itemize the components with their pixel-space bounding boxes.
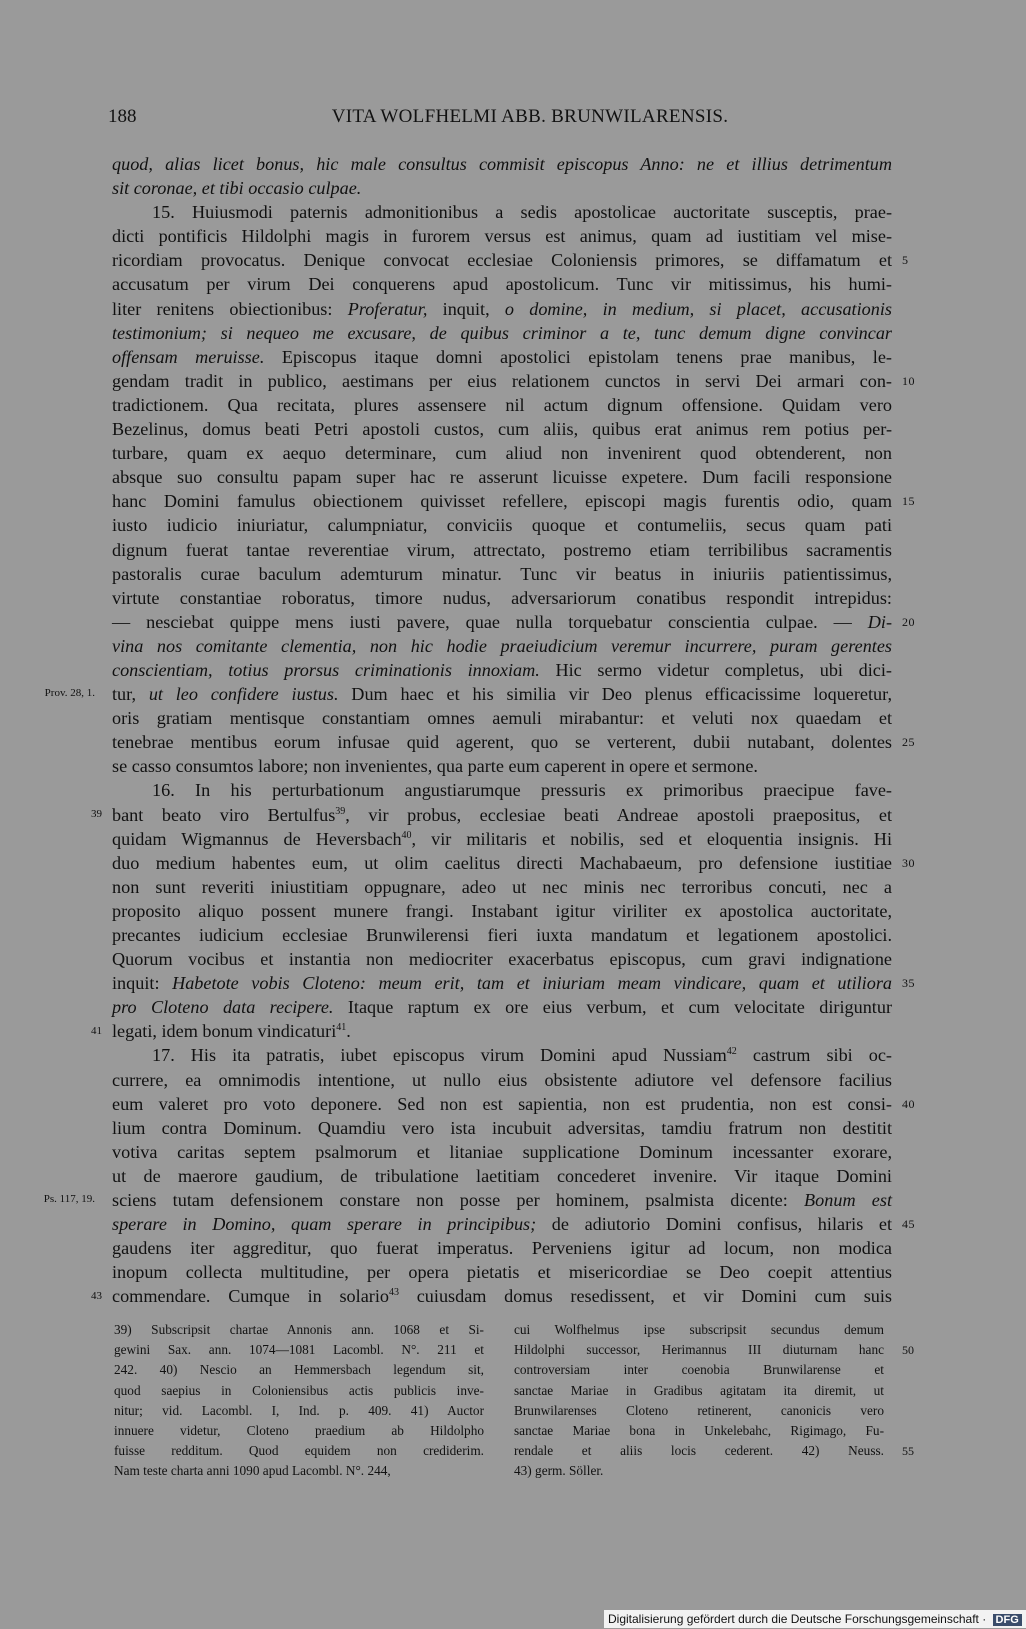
text-line (112, 827, 892, 851)
dfg-logo: DFG (993, 1614, 1022, 1626)
footnote-line: 242. 40) Nescio an Hemmersbach legendum sit, (114, 1362, 484, 1378)
text-line (112, 152, 892, 176)
footnote-reference: 43 (388, 1287, 399, 1299)
text-segment: bant beato viro Bertulfus (112, 804, 336, 825)
italic-text: pro Cloteno data recipere. (112, 997, 334, 1018)
text-segment: inquit: (112, 973, 173, 994)
text-line (112, 1260, 892, 1284)
text-line (112, 489, 892, 513)
footnote-line: gewini Sax. ann. 1074—1081 Lacombl. N°. 211 et (114, 1342, 484, 1358)
text-line (112, 538, 892, 562)
text-segment: tur, (112, 684, 149, 705)
italic-text: quod, alias licet bonus, hic male consultus commisit episcopus Anno: ne et illius detrimentum (112, 154, 892, 174)
footnote-line: Hildolphi successor, Herimannus III diuturnam hanc (514, 1342, 884, 1358)
footnote-line: innuere videtur, Cloteno praedium ab Hildolpho (114, 1422, 484, 1438)
footnote-reference: 40 (401, 829, 412, 841)
text-segment: 16. In his perturbationum angustiarumque pressuris ex primoribus praecipue fave- (152, 780, 892, 801)
text-segment: ut de maerore gaudium, de tribulatione laetitiam concederet invenire. Vir itaque Domini (112, 1165, 892, 1186)
footnote-line: sanctae Mariae in Gradibus agitatam ita diremit, ut (514, 1382, 884, 1398)
line-number: 30 (902, 855, 915, 870)
italic-text: sperare in Domino, quam sperare in principibus; (112, 1214, 537, 1235)
main-text (43, 152, 915, 1309)
line-number: 25 (902, 735, 915, 750)
text-line (112, 1212, 892, 1236)
text-line (112, 1188, 892, 1212)
text-line (112, 321, 892, 345)
text-line (112, 706, 892, 730)
text-line (112, 272, 892, 296)
text-segment: dignum fuerat tantae reverentiae virum, attrectato, postremo etiam terribilibus sacramentis (112, 539, 892, 560)
text-line (112, 995, 892, 1019)
text-segment: non sunt reveriti iniustitiam oppugnare, adeo ut nec minis nec terroribus concuti, nec a (112, 876, 892, 897)
footnote-reference: 41 (336, 1022, 347, 1034)
page-number: 188 (108, 106, 137, 127)
text-line (112, 176, 892, 200)
text-segment: currere, ea omnimodis intentione, ut nullo eius obsistente adiutore vel defensore facilius (112, 1069, 892, 1090)
text-line (112, 634, 892, 658)
text-segment: Quorum vocibus et instantia non mediocriter exacerbatus episcopus, cum gravi indignatione (112, 949, 892, 970)
italic-text: o domine, in medium, si placet, accusationis (504, 298, 892, 319)
footnotes-left-column (114, 1320, 484, 1482)
text-line (112, 345, 892, 369)
footnote-line: 43) germ. Söller. (514, 1463, 604, 1479)
text-segment: precantes iudicium ecclesiae Brunwilerensi fieri iuxta mandatum et legationem apostolici. (112, 925, 892, 945)
text-line (112, 682, 892, 706)
text-line (112, 947, 892, 971)
text-line (112, 875, 892, 899)
margin-footnote-ref: 39 (91, 807, 102, 820)
text-segment: tradictionem. Qua recitata, plures assensere nil actum dignum offensione. Quidam vero (112, 394, 892, 415)
footnote-line: Brunwilarenses Cloteno retinerent, canonicis vero (514, 1402, 884, 1418)
italic-text: testimonium; si nequeo me excusare, de quibus criminor a te, tunc demum digne convincar (112, 322, 892, 343)
italic-text: sit coronae, et tibi occasio culpae. (112, 178, 362, 199)
text-segment: tenebrae mentibus eorum infusae quid agerent, quo se verterent, dubii nutabant, dolentes (112, 732, 892, 753)
footnote-line: fuisse redditum. Quod equidem non crediderim. (114, 1443, 484, 1459)
text-segment: de adiutorio Domini confisus, hilaris et (536, 1214, 892, 1235)
line-number: 20 (902, 614, 915, 629)
italic-text: conscientiam, totius prorsus criminationis innoxiam. (112, 659, 540, 680)
text-segment: , vir militaris et nobilis, sed et eloquentia insignis. Hi (411, 828, 892, 849)
text-segment: gaudens iter aggreditur, quo fuerat imperatus. Perveniens igitur ad locum, non modica (112, 1238, 892, 1259)
italic-text: ut leo confidere iustus. (148, 684, 339, 705)
text-segment: votiva caritas septem psalmorum et litaniae supplicatione Dominum incessanter exorare, (112, 1141, 892, 1162)
text-line (112, 1019, 892, 1043)
text-segment: castrum sibi oc- (736, 1045, 892, 1066)
text-segment: liter renitens obiectionibus: (112, 298, 348, 319)
footnote-line: nitur; vid. Lacombl. I, Ind. p. 409. 41) Auctor (114, 1402, 484, 1418)
text-line (112, 417, 892, 441)
text-segment: lium contra Dominum. Quamdiu vero ista incubuit adversitas, tamdiu fratrum non destitit (112, 1117, 892, 1138)
text-segment: commendare. Cumque in solario (112, 1286, 389, 1307)
text-segment: pastoralis curae baculum ademturum minatur. Tunc vir beatus in iniuriis patientissimus, (112, 563, 892, 584)
text-segment: Episcopus itaque domni apostolici epistolam tenens prae manibus, le- (264, 346, 892, 367)
text-line (112, 778, 892, 802)
footnote-line: sanctae Mariae bona in Unkelebahc, Rigimago, Fu- (514, 1422, 884, 1438)
text-segment: hanc Domini famulus obiectionem quivisset refellere, episcopi magis furentis odio, quam (112, 491, 892, 512)
footnote-line: 39) Subscripsit chartae Annonis ann. 1068 et Si- (114, 1322, 484, 1337)
text-line (112, 200, 892, 224)
text-line (112, 851, 892, 875)
footnote-reference: 39 (335, 805, 346, 817)
text-line (112, 658, 892, 682)
text-line (112, 923, 892, 947)
text-segment: eum valeret pro voto deponere. Sed non est sapientia, non est prudentia, non est consi- (112, 1093, 892, 1114)
page-header (0, 106, 1000, 136)
text-segment: ricordiam provocatus. Denique convocat ecclesiae Coloniensis primores, se diffamatum et (112, 250, 892, 271)
line-number: 5 (902, 253, 909, 268)
footnote-line: controversiam inter coenobia Brunwilarense et (514, 1362, 884, 1378)
line-number: 10 (902, 373, 915, 388)
text-segment: Dum haec et his similia vir Deo plenus efficacissime loqueretur, (338, 684, 893, 705)
text-line (112, 899, 892, 923)
text-line (112, 562, 892, 586)
line-number: 40 (902, 1096, 915, 1111)
text-segment: turbare, quam ex aequo determinare, cum aliud non invenirent quod obtenderent, non (112, 443, 892, 464)
text-line (112, 297, 892, 321)
footnote-line: Nam teste charta anni 1090 apud Lacombl. N°. 244, (114, 1463, 391, 1479)
text-segment: oris gratiam mentisque constantiam omnes aemuli mirabantur: et veluti nox quaedam et (112, 708, 892, 729)
footnote-line-number: 50 (902, 1343, 914, 1358)
text-segment: virtute constantiae roboratus, timore nudus, adversariorum conatibus respondit intrepidus: (112, 587, 892, 608)
italic-text: Proferatur, (347, 298, 428, 319)
credit-text: Digitalisierung gefördert durch die Deutsche Forschungsgemeinschaft · (608, 1612, 987, 1626)
text-line (112, 610, 892, 634)
scripture-reference: Prov. 28, 1. (44, 687, 95, 700)
text-line (112, 1043, 892, 1067)
line-number: 35 (902, 976, 915, 991)
margin-footnote-ref: 43 (91, 1289, 102, 1302)
footnote-line: quod saepius in Coloniensibus actis publicis inve- (114, 1382, 484, 1398)
digitization-credit (604, 1610, 1026, 1628)
text-segment: — nesciebat quippe mens iusti pavere, quae nulla torquebatur conscientia culpae. — (112, 611, 868, 632)
text-segment: Hic sermo videtur completus, ubi dici- (539, 659, 892, 680)
text-segment: inquit, (427, 298, 505, 319)
text-segment: , vir probus, ecclesiae beati Andreae apostoli praepositus, et (345, 804, 892, 825)
text-line (112, 754, 892, 778)
text-line (112, 441, 892, 465)
text-segment: iusto iudicio iniuriatur, calumpniatur, conviciis quoque et contumeliis, secus quam pati (112, 515, 892, 536)
italic-text: Bonum est (804, 1190, 892, 1211)
text-segment: gendam tradit in publico, aestimans per eius relationem cunctos in servi Dei armari con- (112, 370, 892, 391)
text-line (112, 730, 892, 754)
text-segment: dicti pontificis Hildolphi magis in furorem versus est animus, quam ad iustitiam vel mise- (112, 226, 892, 247)
text-line (112, 1068, 892, 1092)
text-line (112, 513, 892, 537)
footnote-line: cui Wolfhelmus ipse subscripsit secundus demum (514, 1322, 884, 1337)
italic-text: Habetote vobis Cloteno: meum erit, tam et iniuriam meam vindicare, quam et utiliora (172, 973, 892, 994)
text-segment: sciens tutam defensionem constare non posse per hominem, psalmista dicente: (112, 1190, 805, 1211)
footnote-line-number: 55 (902, 1444, 914, 1459)
footnote-line: rendale et aliis locis cederent. 42) Neuss. (514, 1443, 884, 1459)
footnotes-right-column (514, 1320, 884, 1482)
text-line (112, 1284, 892, 1308)
text-line (112, 465, 892, 489)
text-segment: legati, idem bonum vindicaturi (112, 1021, 337, 1042)
text-segment: inopum collecta multitudine, per opera pietatis et misericordiae se Deo coepit attentius (112, 1262, 892, 1283)
text-line (112, 393, 892, 417)
text-segment: . (346, 1021, 351, 1042)
text-segment: se casso consumtos labore; non invenientes, qua parte eum caperent in opere et sermone. (112, 756, 758, 777)
running-title: VITA WOLFHELMI ABB. BRUNWILARENSIS. (331, 106, 729, 127)
text-segment: duo medium habentes eum, ut olim caelitus directi Machabaeum, pro defensione iustitiae (112, 852, 892, 873)
text-segment: 17. His ita patratis, iubet episcopus virum Domini apud Nussiam (152, 1045, 727, 1066)
footnote-reference: 42 (726, 1046, 737, 1058)
text-line (112, 1164, 892, 1188)
text-line (112, 1140, 892, 1164)
line-number: 15 (902, 494, 915, 509)
italic-text: Di- (867, 611, 892, 632)
text-segment: Bezelinus, domus beati Petri apostoli custos, cum aliis, quibus erat animus rem potius per- (112, 419, 892, 440)
text-line (112, 248, 892, 272)
italic-text: vina nos comitante clementia, non hic hodie praeiudicium veremur incurrere, puram gerentes (112, 635, 892, 656)
text-segment: cuiusdam domus resedissent, et vir Domini cum suis (398, 1286, 893, 1307)
text-line (112, 586, 892, 610)
margin-footnote-ref: 41 (91, 1024, 102, 1037)
text-segment: absque suo consultu papam super hac re asserunt licuisse expetere. Dum facili responsione (112, 467, 892, 488)
text-segment: quidam Wigmannus de Heversbach (112, 828, 402, 849)
text-segment: accusatum per virum Dei conquerens apud apostolicum. Tunc vir mitissimus, his humi- (112, 274, 892, 295)
text-segment: 15. Huiusmodi paternis admonitionibus a sedis apostolicae auctoritate susceptis, prae- (152, 202, 892, 223)
text-line (112, 1092, 892, 1116)
text-line (112, 1116, 892, 1140)
text-line (112, 1236, 892, 1260)
text-line (112, 369, 892, 393)
italic-text: offensam meruisse. (112, 346, 265, 367)
text-segment: proposito aliquo possent munere frangi. Instabant igitur viriliter ex apostolica auctoritate, (112, 900, 892, 921)
text-line (112, 803, 892, 827)
text-segment: Itaque raptum ex ore eius verbum, et cum velocitate diriguntur (333, 997, 892, 1018)
scripture-reference: Ps. 117, 19. (43, 1193, 95, 1206)
text-line (112, 971, 892, 995)
line-number: 45 (902, 1217, 915, 1232)
text-line (112, 224, 892, 248)
